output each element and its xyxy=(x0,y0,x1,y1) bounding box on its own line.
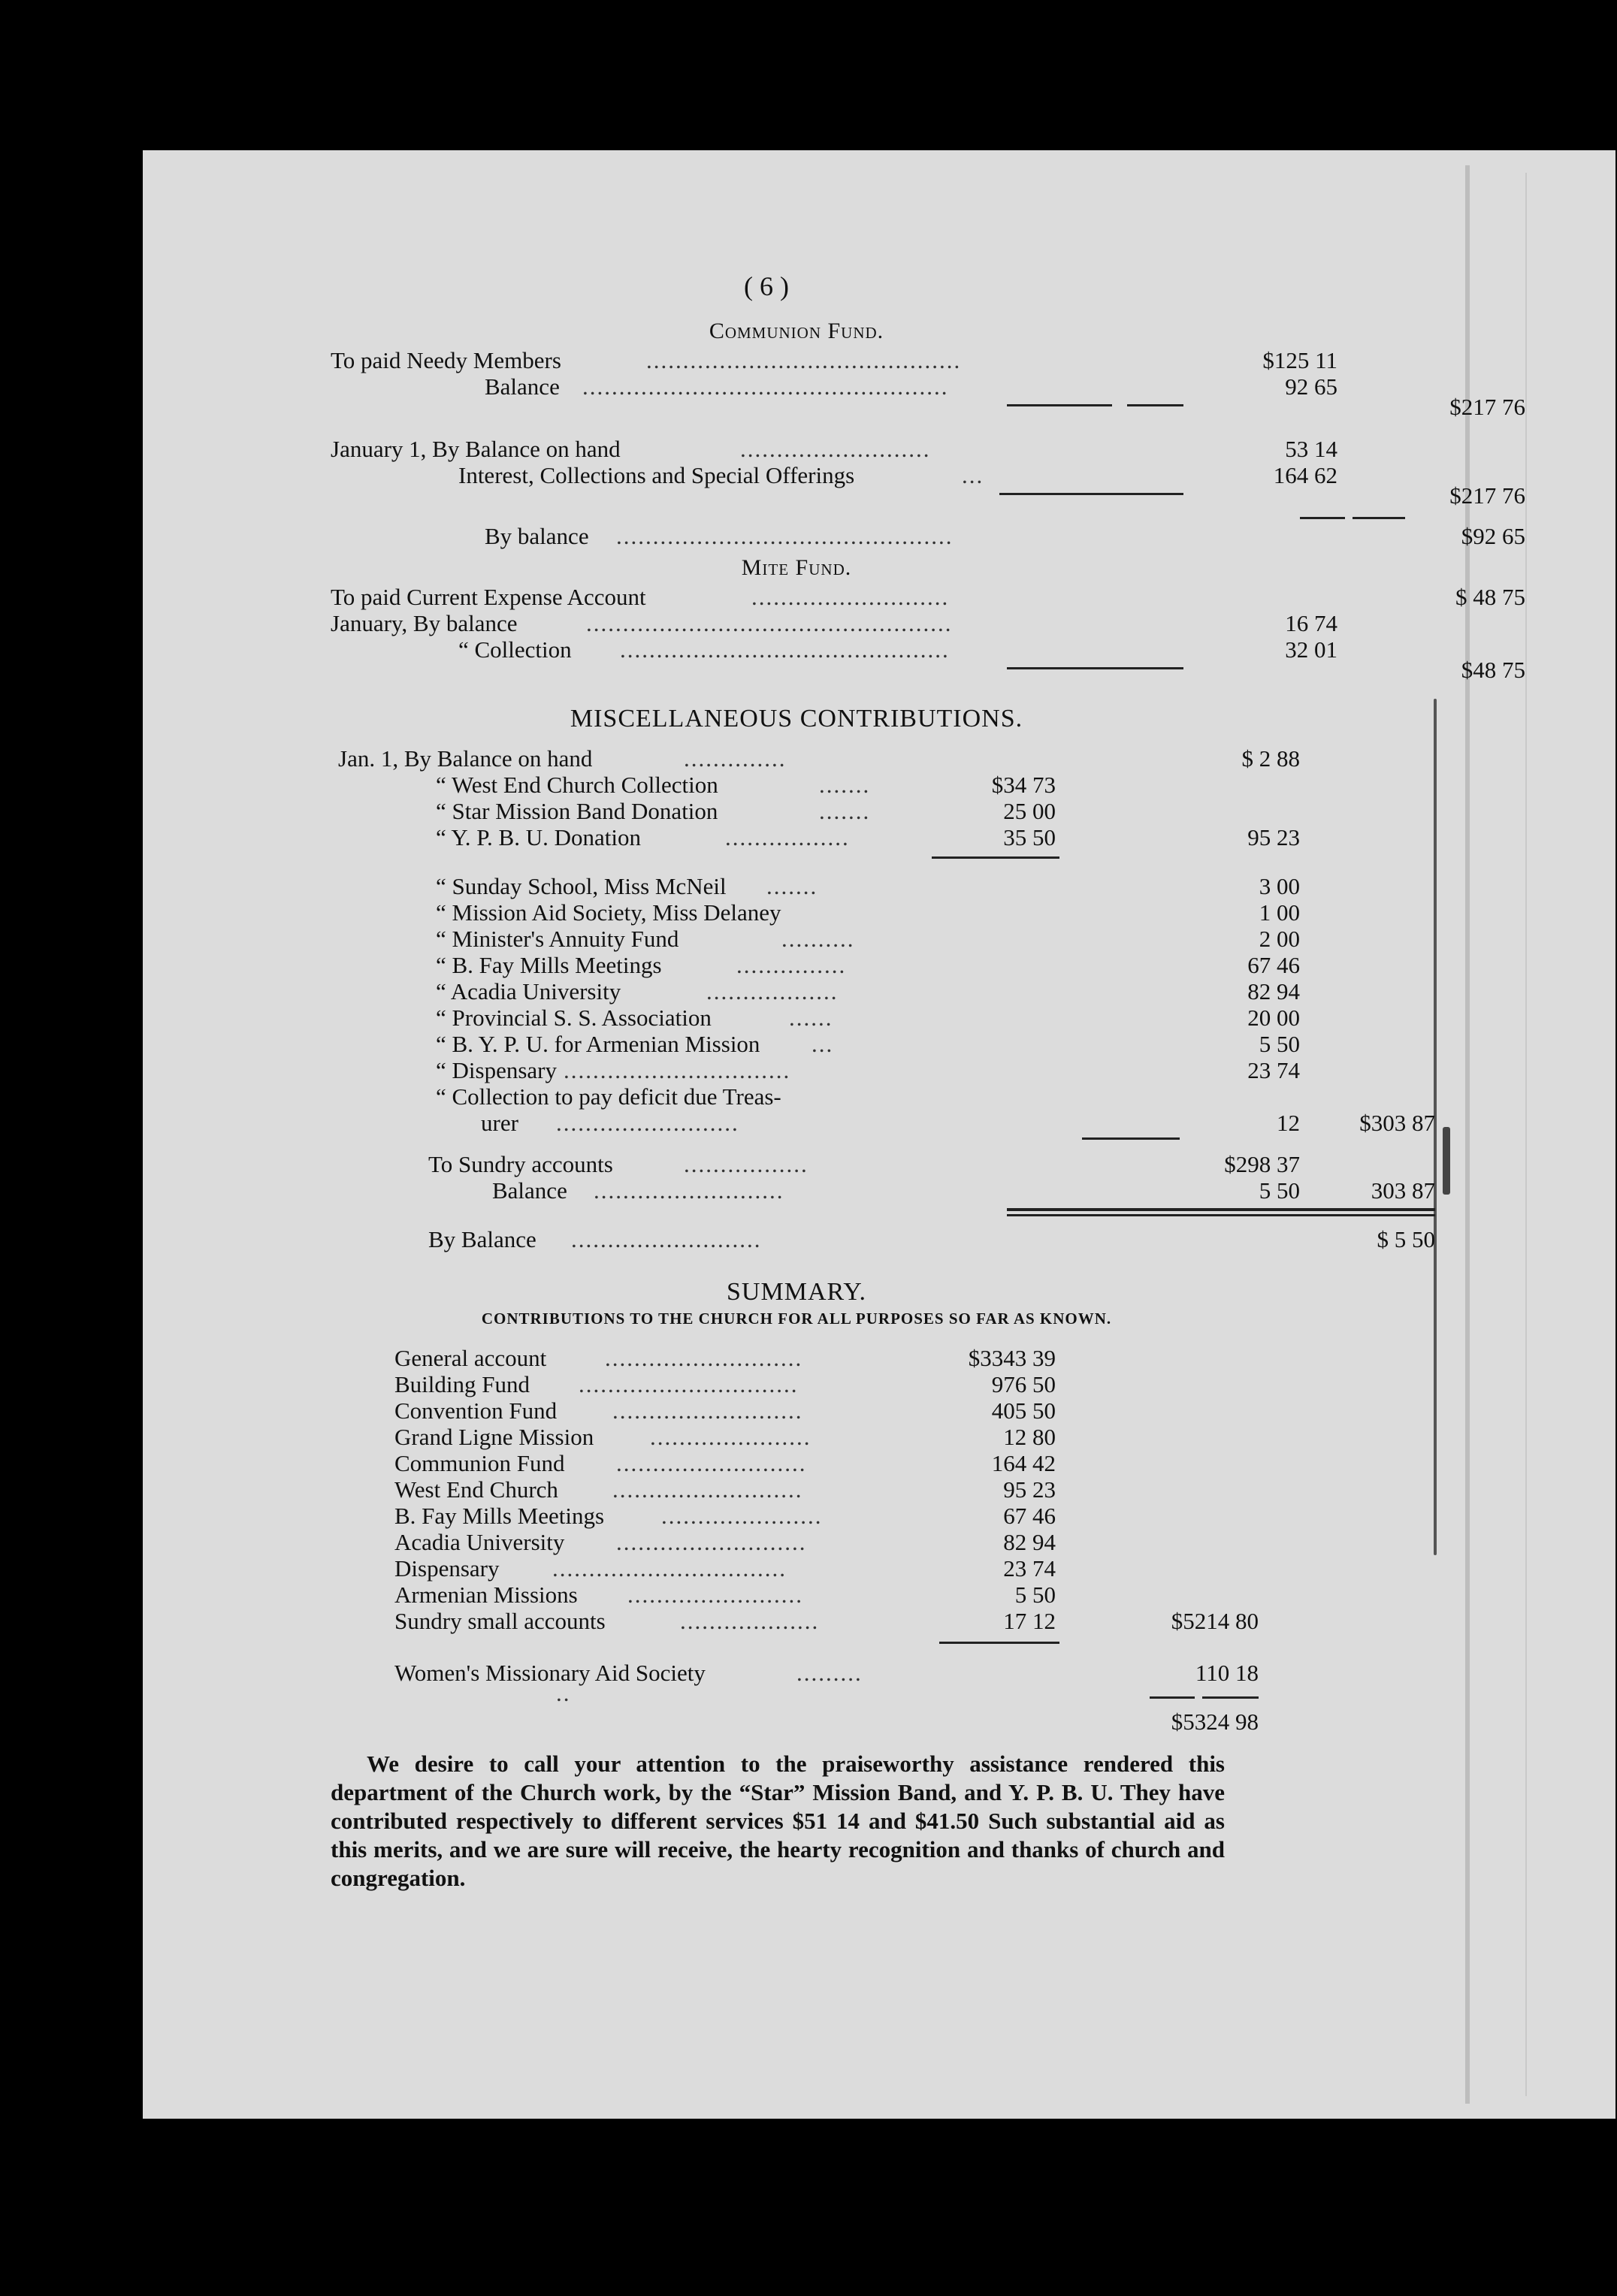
row-label: January, By balance xyxy=(331,610,518,636)
amount: 92 65 xyxy=(1285,373,1337,400)
row-label: By balance xyxy=(485,523,589,549)
row-label: “ B. Y. P. U. for Armenian Mission xyxy=(436,1031,760,1057)
amount: 23 74 xyxy=(1247,1057,1300,1083)
row-label: Communion Fund xyxy=(394,1450,565,1476)
amount: 35 50 xyxy=(1003,824,1056,850)
row-label: By Balance xyxy=(428,1226,536,1252)
leader-dots: .......................... xyxy=(616,1529,807,1555)
ledger-row xyxy=(331,436,1337,462)
amount: 17 12 xyxy=(1003,1608,1056,1634)
page-fold-line xyxy=(1465,165,1470,2104)
leader-dots: ... xyxy=(962,462,984,488)
amount: 82 94 xyxy=(1003,1529,1056,1555)
mite-fund-title: Mite Fund. xyxy=(741,555,852,580)
page-fold-line-secondary xyxy=(1525,173,1527,2096)
ledger-row xyxy=(331,798,1262,824)
amount: $ 48 75 xyxy=(1455,584,1525,610)
summary-row xyxy=(331,1529,1262,1555)
amount: 1 00 xyxy=(1259,899,1300,926)
ledger-row xyxy=(331,523,1525,549)
leader-dots: .................. xyxy=(706,978,839,1005)
ledger-rule-row xyxy=(331,1634,1262,1660)
ledger-rule-row xyxy=(331,657,1525,683)
amount: 976 50 xyxy=(991,1371,1056,1397)
summary-row xyxy=(331,1608,1262,1634)
amount: 67 46 xyxy=(1003,1503,1056,1529)
closing-paragraph: We desire to call your attention to the praiseworthy assistance rendered this department of the Church work, by the “Star” Mission Band, and Y. P. B. U. They have contributed respectively to different services $51 14 and $41.50 Such substantial aid as this merits, and we are sure will receive, the hearty recognition and thanks of church and congregation. xyxy=(331,1751,1225,1891)
row-label: B. Fay Mills Meetings xyxy=(394,1503,605,1529)
leader-dots: ................... xyxy=(680,1608,820,1634)
leader-dots: ... xyxy=(812,1031,834,1057)
ledger-row xyxy=(331,1177,1435,1204)
document-body xyxy=(331,270,1525,1916)
row-label: To paid Current Expense Account xyxy=(331,584,646,610)
row-label: Grand Ligne Mission xyxy=(394,1424,594,1450)
ledger-rule-row xyxy=(331,394,1525,420)
ledger-row xyxy=(331,462,1337,488)
row-label: To paid Needy Members xyxy=(331,347,561,373)
amount: 67 46 xyxy=(1247,952,1300,978)
leader-dots: ...................... xyxy=(650,1424,812,1450)
amount: $92 65 xyxy=(1461,523,1525,549)
row-label: urer xyxy=(481,1110,518,1136)
leader-dots: ......... xyxy=(796,1660,863,1686)
leader-dots: ....... xyxy=(766,873,818,899)
row-label: Convention Fund xyxy=(394,1397,558,1424)
summary-row xyxy=(331,1555,1262,1582)
leader-dots: .............................................. xyxy=(616,523,954,549)
leader-dots: ........................................... xyxy=(646,347,962,373)
amount: 3 00 xyxy=(1259,873,1300,899)
row-label: January 1, By Balance on hand xyxy=(331,436,621,462)
leader-dots: .................................................. xyxy=(582,373,949,400)
leader-dots: ............................................. xyxy=(620,636,950,663)
amount: $217 76 xyxy=(1449,394,1525,420)
summary-row xyxy=(331,1345,1262,1371)
row-label: “ Collection xyxy=(458,636,572,663)
summary-row xyxy=(331,1660,1262,1686)
amount: 23 74 xyxy=(1003,1555,1056,1582)
ledger-rule-row xyxy=(331,850,1262,873)
row-label: Jan. 1, By Balance on hand xyxy=(338,745,593,772)
leader-dots: ................................ xyxy=(552,1555,787,1582)
leader-dots: ...... xyxy=(789,1005,833,1031)
ledger-rule-row xyxy=(331,505,1262,523)
ledger-row xyxy=(331,1110,1435,1136)
communion-fund-title: Communion Fund. xyxy=(709,319,884,343)
leader-dots: ....... xyxy=(819,798,871,824)
row-label: “ Y. P. B. U. Donation xyxy=(436,824,641,850)
amount: $298 37 xyxy=(1224,1151,1300,1177)
amount: $125 11 xyxy=(1262,347,1337,373)
row-label: West End Church xyxy=(394,1476,558,1503)
amount: $3343 39 xyxy=(968,1345,1056,1371)
amount: $5214 80 xyxy=(1171,1608,1259,1634)
leader-dots: .......................... xyxy=(612,1476,803,1503)
ledger-row xyxy=(331,373,1337,400)
ledger-row xyxy=(331,610,1337,636)
ledger-row xyxy=(331,926,1300,952)
leader-dots: ........................... xyxy=(605,1345,803,1371)
row-label: Interest, Collections and Special Offerings xyxy=(458,462,855,488)
ledger-row xyxy=(331,824,1300,850)
ledger-row xyxy=(331,745,1300,772)
summary-row xyxy=(331,1371,1262,1397)
ledger-row xyxy=(331,1005,1300,1031)
summary-row xyxy=(331,1476,1262,1503)
leader-dots: ........................ xyxy=(627,1582,803,1608)
summary-row xyxy=(331,1424,1262,1450)
amount: 5 50 xyxy=(1014,1582,1056,1608)
amount: 303 87 xyxy=(1371,1177,1435,1204)
leader-dots: .......................... xyxy=(571,1226,762,1252)
amount: $48 75 xyxy=(1461,657,1525,683)
amount: 405 50 xyxy=(991,1397,1056,1424)
row-label: “ Provincial S. S. Association xyxy=(436,1005,712,1031)
row-label: Women's Missionary Aid Society xyxy=(394,1660,706,1686)
leader-dots: ...................... xyxy=(661,1503,823,1529)
ledger-row xyxy=(331,584,1525,610)
summary-row xyxy=(331,1450,1262,1476)
ledger-row xyxy=(331,978,1300,1005)
ledger-row xyxy=(331,347,1337,373)
ledger-row xyxy=(331,772,1262,798)
leader-dots: .......................... xyxy=(740,436,931,462)
page-number: ( 6 ) xyxy=(744,271,789,301)
row-label: “ Acadia University xyxy=(436,978,621,1005)
row-label: “ Sunday School, Miss McNeil xyxy=(436,873,727,899)
amount: 32 01 xyxy=(1285,636,1337,663)
row-label: “ Collection to pay deficit due Treas- xyxy=(436,1083,781,1110)
leader-dots: ................. xyxy=(684,1151,808,1177)
leader-dots: .............................. xyxy=(579,1371,799,1397)
ledger-row xyxy=(331,952,1300,978)
ledger-rule-row xyxy=(331,1136,1262,1151)
row-label: Armenian Missions xyxy=(394,1582,578,1608)
amount: $217 76 xyxy=(1449,482,1525,509)
ledger-rule-row xyxy=(331,482,1525,509)
row-label: “ Dispensary xyxy=(436,1057,557,1083)
amount: 110 18 xyxy=(1195,1660,1259,1686)
grand-total: $5324 98 xyxy=(1171,1708,1259,1735)
row-label: “ Star Mission Band Donation xyxy=(436,798,718,824)
margin-pencil-bracket xyxy=(1443,1127,1450,1195)
row-label: “ Mission Aid Society, Miss Delaney xyxy=(436,899,781,926)
amount: 95 23 xyxy=(1247,824,1300,850)
amount: 25 00 xyxy=(1003,798,1056,824)
summary-row xyxy=(331,1397,1262,1424)
leader-dots: .......................... xyxy=(616,1450,807,1476)
leader-dots: ................. xyxy=(725,824,850,850)
amount: 20 00 xyxy=(1247,1005,1300,1031)
summary-row xyxy=(331,1582,1262,1608)
amount: $ 2 88 xyxy=(1241,745,1300,772)
leader-dots: ............................... xyxy=(564,1057,791,1083)
amount: 5 50 xyxy=(1259,1177,1300,1204)
leader-dots: ....... xyxy=(819,772,871,798)
leader-dots: .......................... xyxy=(594,1177,784,1204)
amount: 53 14 xyxy=(1285,436,1337,462)
row-label: “ B. Fay Mills Meetings xyxy=(436,952,662,978)
row-label: Building Fund xyxy=(394,1371,530,1397)
amount: 16 74 xyxy=(1285,610,1337,636)
ledger-row xyxy=(331,636,1337,663)
miscellaneous-title: MISCELLANEOUS CONTRIBUTIONS. xyxy=(570,705,1023,733)
amount: 95 23 xyxy=(1003,1476,1056,1503)
ledger-row xyxy=(331,1226,1435,1252)
amount: 2 00 xyxy=(1259,926,1300,952)
row-label: Acadia University xyxy=(394,1529,565,1555)
summary-row xyxy=(331,1708,1262,1735)
ledger-row xyxy=(331,899,1300,926)
amount: 164 42 xyxy=(991,1450,1056,1476)
summary-row xyxy=(331,1503,1262,1529)
leader-dots: .................................................. xyxy=(586,610,953,636)
amount: 12 80 xyxy=(1003,1424,1056,1450)
ledger-row xyxy=(331,1031,1300,1057)
amount: 12 xyxy=(1277,1110,1300,1136)
ledger-rule-row: .. xyxy=(331,1686,1262,1708)
ledger-row xyxy=(331,1057,1300,1083)
leader-dots: ............... xyxy=(736,952,847,978)
amount: 164 62 xyxy=(1273,462,1337,488)
row-label: General account xyxy=(394,1345,547,1371)
amount: 82 94 xyxy=(1247,978,1300,1005)
leader-dots: ......................... xyxy=(556,1110,739,1136)
leader-dots: .......................... xyxy=(612,1397,803,1424)
ledger-row xyxy=(331,873,1300,899)
row-label: “ Minister's Annuity Fund xyxy=(436,926,679,952)
ledger-row xyxy=(331,1083,1262,1110)
row-label: Balance xyxy=(485,373,560,400)
leader-dots: ........................... xyxy=(751,584,950,610)
amount: 5 50 xyxy=(1259,1031,1300,1057)
ledger-rule-row xyxy=(331,1204,1262,1226)
amount: $34 73 xyxy=(991,772,1056,798)
amount: $303 87 xyxy=(1359,1110,1435,1136)
amount: $ 5 50 xyxy=(1377,1226,1435,1252)
ledger-row xyxy=(331,1151,1300,1177)
summary-title: SUMMARY. xyxy=(727,1278,866,1306)
row-label: Balance xyxy=(492,1177,567,1204)
row-label: “ West End Church Collection xyxy=(436,772,718,798)
leader-dots: .......... xyxy=(781,926,855,952)
row-label: To Sundry accounts xyxy=(428,1151,613,1177)
row-label: Sundry small accounts xyxy=(394,1608,606,1634)
row-label: Dispensary xyxy=(394,1555,500,1582)
summary-subtitle: CONTRIBUTIONS TO THE CHURCH FOR ALL PURPOSES SO FAR AS KNOWN. xyxy=(481,1310,1112,1328)
leader-dots: .............. xyxy=(684,745,787,772)
